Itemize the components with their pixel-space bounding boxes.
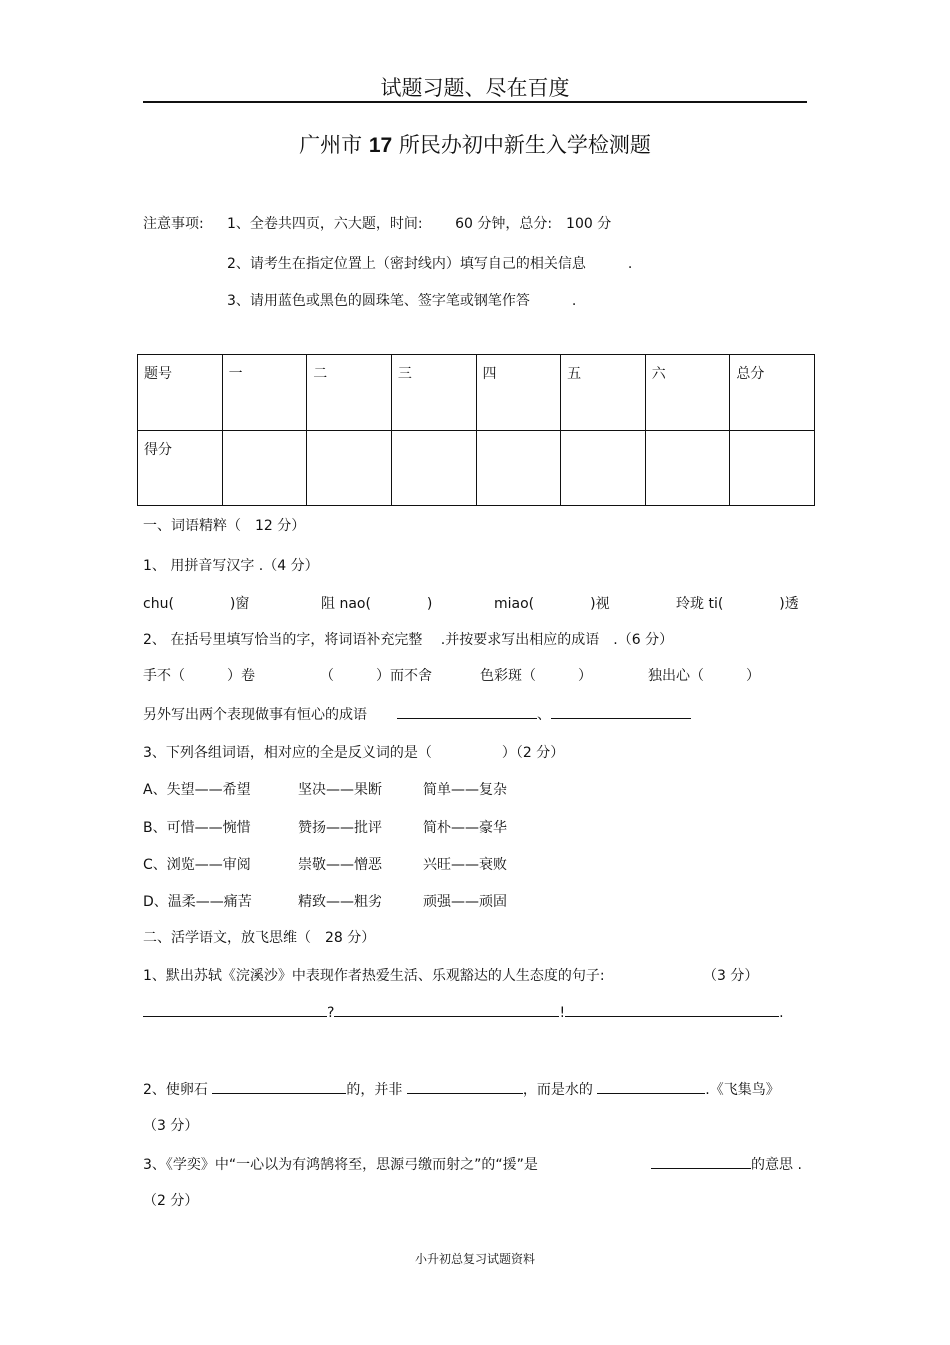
score-table: [137, 354, 815, 506]
header-cell: 二: [307, 355, 392, 431]
answer-blank[interactable]: [407, 1079, 523, 1094]
s2-q1-answer-line: [143, 1002, 784, 1021]
s2-q2-line: [143, 1079, 780, 1099]
answer-blank[interactable]: [597, 1079, 705, 1094]
header-cell: 五: [561, 355, 646, 431]
answer-blank[interactable]: [334, 1002, 559, 1017]
option-c-3: 兴旺——衰败: [423, 857, 507, 873]
s2-q3-tail: [651, 1154, 802, 1174]
s1-q2-item: 色彩斑（ ）: [480, 668, 592, 684]
exclamation-mark: !: [559, 1005, 566, 1021]
header-cell: 六: [645, 355, 730, 431]
s2-q3-text: 3、《学奕》中“一心以为有鸿鹄将至，思源弓缴而射之”的“援”是: [143, 1157, 538, 1173]
score-cell: [561, 430, 646, 506]
score-table-score-row: [138, 430, 815, 506]
option-a-2: 坚决——果断: [298, 782, 382, 798]
notes-item-1: 1、全卷共四页，六大题，时间: 60 分钟，总分: 100 分: [227, 216, 612, 232]
section-2-title: 二、活学语文，放飞思维（ 28 分）: [143, 930, 376, 946]
option-b-2: 赞扬——批评: [298, 820, 382, 836]
s2-q3-score: （2 分）: [143, 1193, 199, 1209]
answer-blank[interactable]: [551, 704, 691, 719]
question-mark: ?: [327, 1005, 335, 1021]
s1-q2-item: （ ）而不舍: [320, 668, 432, 684]
score-cell: [222, 430, 307, 506]
option-d-1: D、温柔——痛苦: [143, 894, 252, 910]
s1-q2-item: 独出心（ ）: [648, 668, 760, 684]
score-table-header-row: [138, 355, 815, 431]
header-cell: 三: [391, 355, 476, 431]
s1-q2-item: 手不（ ）卷: [143, 668, 255, 684]
option-b-3: 简朴——豪华: [423, 820, 507, 836]
option-d-3: 顽强——顽固: [423, 894, 507, 910]
s1-q1-item: miao( )视: [494, 596, 610, 612]
header-cell: 总分: [730, 355, 815, 431]
notes-item-3: 3、请用蓝色或黑色的圆珠笔、签字笔或钢笔作答 .: [227, 293, 577, 309]
header-cell: 四: [476, 355, 561, 431]
s1-q2-extra: [143, 704, 691, 724]
s1-q1-item: 玲珑 ti( )透: [676, 596, 799, 612]
answer-blank[interactable]: [651, 1154, 751, 1169]
option-d-2: 精致——粗劣: [298, 894, 382, 910]
notes-label: 注意事项:: [143, 216, 204, 232]
s1-q3-title: 3、下列各组词语，相对应的全是反义词的是（ ）（2 分）: [143, 745, 565, 761]
answer-blank[interactable]: [397, 704, 537, 719]
s2-q3-tail-text: 的意思 .: [751, 1157, 802, 1173]
s1-q1-item: chu( )窗: [143, 596, 250, 612]
period-mark: .: [779, 1005, 784, 1021]
score-cell: [391, 430, 476, 506]
score-cell: [476, 430, 561, 506]
option-b-1: B、可惜——惋惜: [143, 820, 251, 836]
title-suffix: 所民办初中新生入学检测题: [392, 133, 651, 157]
title-number: 17: [368, 134, 393, 157]
option-c-1: C、浏览——审阅: [143, 857, 251, 873]
score-cell: [307, 430, 392, 506]
s1-q2-title: 2、 在括号里填写恰当的字，将词语补充完整 .并按要求写出相应的成语 .（6 分）: [143, 632, 674, 648]
header-title: 试题习题、尽在百度: [380, 76, 570, 100]
header-divider: [143, 101, 807, 103]
document-title: [0, 129, 950, 159]
answer-blank[interactable]: [143, 1002, 327, 1017]
score-cell: [645, 430, 730, 506]
s2-q1-title: 1、默出苏轼《浣溪沙》中表现作者热爱生活、乐观豁达的人生态度的句子:: [143, 968, 605, 984]
s1-q1-item: 阻 nao( ): [321, 596, 433, 612]
answer-blank[interactable]: [565, 1002, 779, 1017]
header-cell: 一: [222, 355, 307, 431]
s1-q2-extra-text: 另外写出两个表现做事有恒心的成语: [143, 707, 367, 723]
s1-q1-title: 1、 用拼音写汉字 .（4 分）: [143, 558, 319, 574]
blank-separator: 、: [537, 707, 551, 723]
option-a-3: 简单——复杂: [423, 782, 507, 798]
answer-blank[interactable]: [212, 1079, 346, 1094]
score-row-label: 得分: [138, 430, 223, 506]
s2-q2-part: 的，并非: [346, 1082, 403, 1098]
section-1-title: 一、词语精粹（ 12 分）: [143, 518, 306, 534]
option-c-2: 崇敬——憎恶: [298, 857, 382, 873]
score-cell: [730, 430, 815, 506]
title-prefix: 广州市: [299, 133, 369, 157]
option-a-1: A、失望——希望: [143, 782, 251, 798]
notes-item-2: 2、请考生在指定位置上（密封线内）填写自己的相关信息 .: [227, 256, 633, 272]
s2-q1-score: （3 分）: [703, 968, 759, 984]
header-cell: 题号: [138, 355, 223, 431]
s2-q2-part: 2、使卵石: [143, 1082, 208, 1098]
s2-q2-part: ，而是水的: [522, 1082, 593, 1098]
s2-q2-score: （3 分）: [143, 1118, 199, 1134]
s2-q2-part: .《飞集鸟》: [705, 1082, 780, 1098]
footer-text: 小升初总复习试题资料: [414, 1252, 535, 1266]
